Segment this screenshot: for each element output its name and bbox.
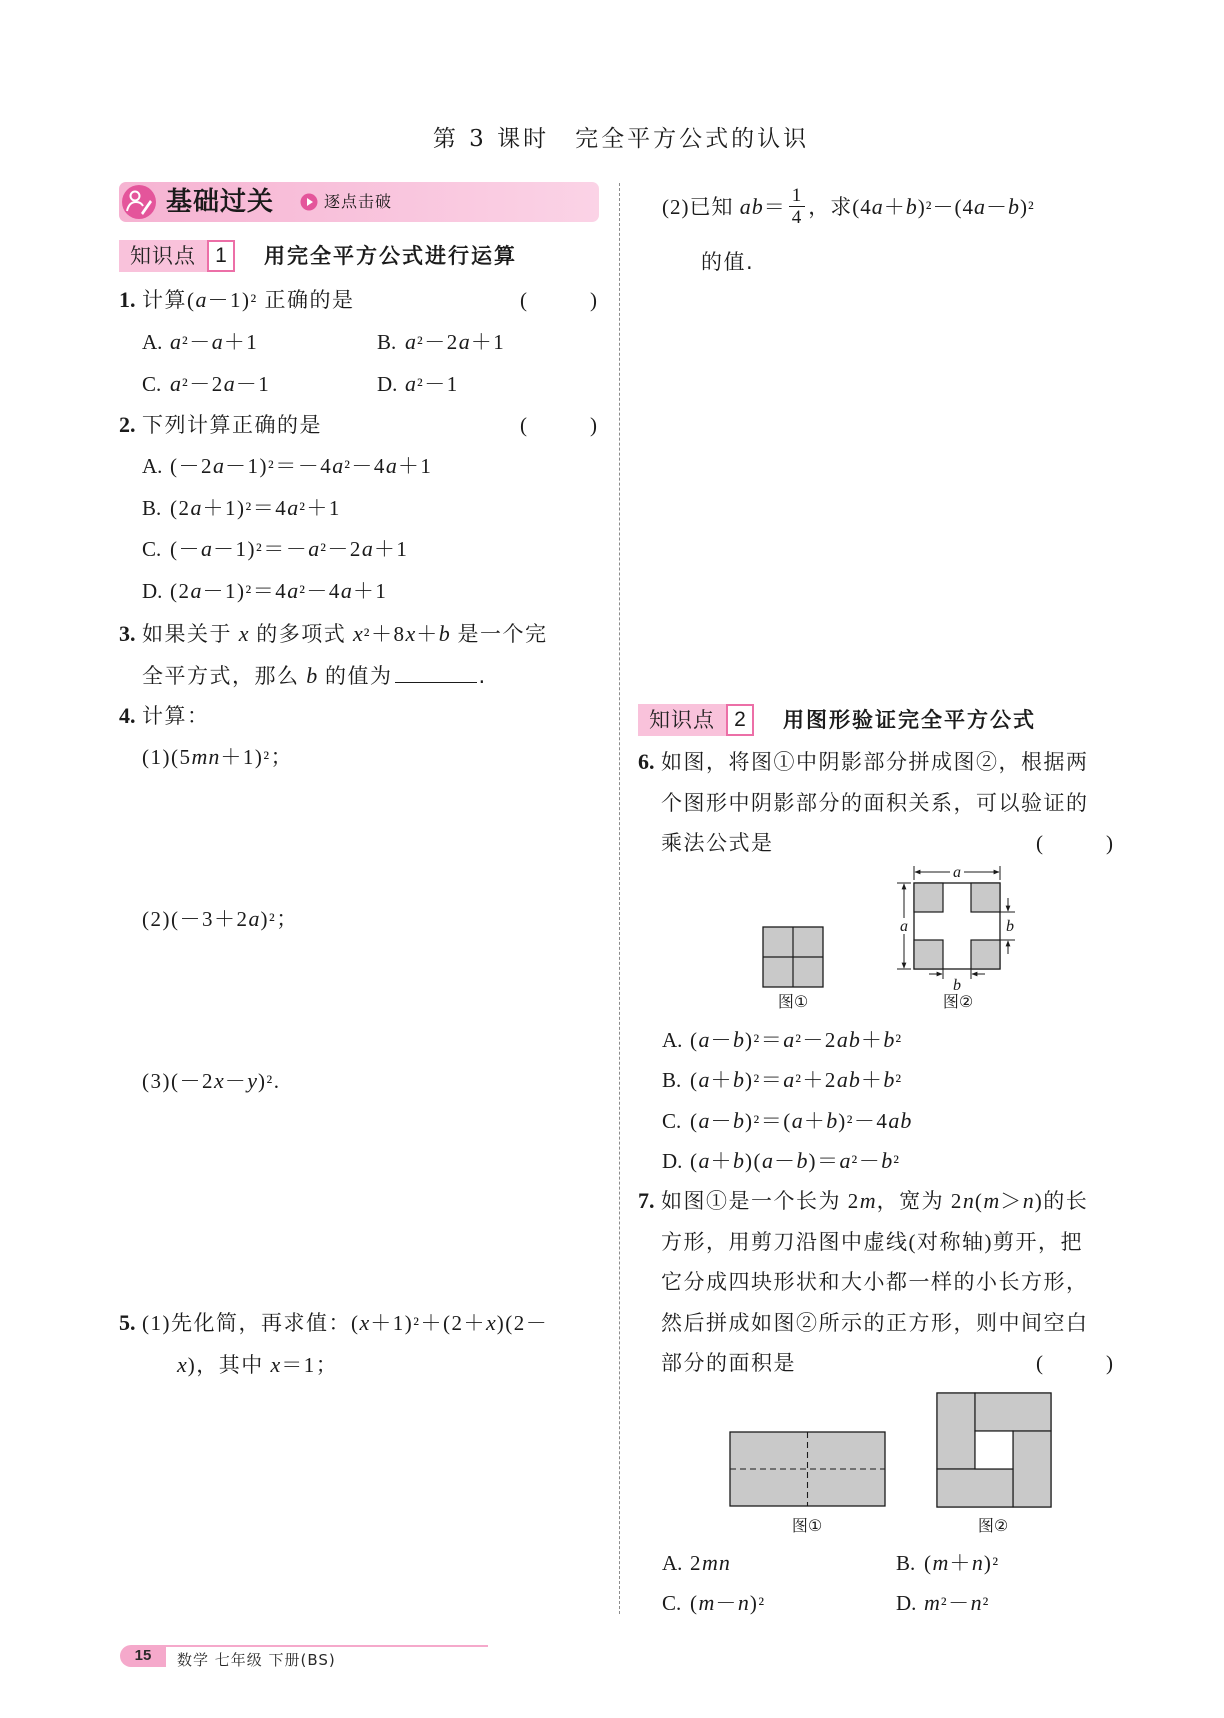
q7-line-4: 然后拼成如图②所示的正方形，则中间空白 xyxy=(661,1311,1089,1335)
q2-option-c xyxy=(142,535,408,565)
q2-number: 2. xyxy=(119,412,136,437)
fig2-label: 图② xyxy=(942,992,974,1011)
q5-text: (1)先化简，再求值：(x＋1)²＋(2＋x)(2－ xyxy=(142,1310,549,1335)
q2-stem: 下列计算正确的是 xyxy=(142,413,322,437)
option-label: D. xyxy=(377,372,398,396)
q6-line-2: 个图形中阴影部分的面积关系，可以验证的 xyxy=(661,791,1089,815)
q5-part2-text: ，求(4a＋b)²－(4a－b)² xyxy=(808,194,1035,219)
knowledge-point-2-title: 用图形验证完全平方公式 xyxy=(783,708,1036,732)
option-text: m²－n² xyxy=(924,1590,990,1615)
q6-option-a xyxy=(662,1026,903,1056)
footer-rule xyxy=(166,1645,488,1647)
q6-option-b xyxy=(662,1066,903,1096)
q5-part2-line-1 xyxy=(662,182,1035,230)
q5-number: 5. xyxy=(119,1310,136,1335)
q4-stem: 计算： xyxy=(142,704,210,728)
option-text: (m＋n)² xyxy=(924,1550,1000,1575)
dim-left-label: a xyxy=(900,918,908,935)
q7-line-5: 部分的面积是 xyxy=(661,1351,796,1375)
q4-part-1: (1)(5mn＋1)²； xyxy=(142,744,294,769)
dim-bottom-label: b xyxy=(953,977,961,994)
q4-number: 4. xyxy=(119,703,136,728)
q2-stem-line xyxy=(119,411,322,439)
option-label: C. xyxy=(142,372,162,396)
q7-option-d xyxy=(896,1589,990,1619)
q3-number: 3. xyxy=(119,621,136,646)
option-text: (a－b)²＝a²－2ab＋b² xyxy=(690,1027,903,1052)
option-text: (a－b)²＝(a＋b)²－4ab xyxy=(690,1108,913,1133)
option-text: (a＋b)(a－b)＝a²－b² xyxy=(690,1148,901,1173)
q1-option-a xyxy=(142,328,258,358)
q4-part-2: (2)(－3＋2a)²； xyxy=(142,906,299,931)
q7-answer-bracket: ( ) xyxy=(1036,1351,1113,1375)
q6-option-c xyxy=(662,1107,912,1137)
knowledge-point-1-badge xyxy=(119,240,235,272)
q3-text: 如果关于 x 的多项式 x²＋8x＋b 是一个完 xyxy=(142,621,548,646)
q6-answer-bracket: ( ) xyxy=(1036,831,1113,855)
fig2-label: 图② xyxy=(977,1516,1009,1535)
option-label: B. xyxy=(662,1068,682,1092)
q6-line-1 xyxy=(638,748,1089,776)
knowledge-point-number: 2 xyxy=(726,704,754,736)
option-text: 2mn xyxy=(690,1550,731,1575)
option-label: B. xyxy=(896,1551,916,1575)
banner-subtitle: 逐点击破 xyxy=(324,192,393,211)
q3-period: . xyxy=(478,664,487,688)
page-title: 第 3 课时 完全平方公式的认识 xyxy=(432,126,810,152)
option-label: D. xyxy=(662,1149,683,1173)
q2-option-a xyxy=(142,452,432,482)
q7-option-a xyxy=(662,1549,731,1577)
banner-title: 基础过关 xyxy=(166,187,275,217)
answer-blank[interactable] xyxy=(395,661,477,683)
dim-top-label: a xyxy=(953,864,961,881)
column-divider xyxy=(619,183,620,1614)
q2-option-b xyxy=(142,494,341,524)
q7-line-1 xyxy=(638,1187,1088,1215)
q7-text: 如图①是一个长为 2m，宽为 2n(m＞n)的长 xyxy=(661,1188,1089,1213)
q7-line-2: 方形，用剪刀沿图中虚线(对称轴)剪开，把 xyxy=(661,1230,1083,1254)
fig2-corner-square-tr xyxy=(971,883,1000,912)
q1-stem-line xyxy=(119,286,354,316)
option-label: A. xyxy=(142,454,163,478)
q6-line-3: 乘法公式是 xyxy=(661,831,774,855)
q7-line-3: 它分成四块形状和大小都一样的小长方形， xyxy=(661,1270,1089,1294)
footer-book-info: 数学 七年级 下册(BS) xyxy=(177,1651,336,1669)
page-number: 15 xyxy=(120,1645,166,1667)
option-label: C. xyxy=(662,1591,682,1615)
option-label: B. xyxy=(142,496,162,520)
section-banner xyxy=(119,182,599,222)
fig2-corner-square-br xyxy=(971,940,1000,969)
q1-option-b xyxy=(377,328,505,358)
option-label: B. xyxy=(377,330,397,354)
option-label: C. xyxy=(662,1109,682,1133)
dim-right-label: b xyxy=(1006,918,1014,935)
knowledge-point-label: 知识点 xyxy=(119,240,207,272)
q1-answer-bracket: ( ) xyxy=(520,288,597,312)
q6-text: 如图，将图①中阴影部分拼成图②，根据两 xyxy=(661,750,1089,774)
knowledge-point-1-title: 用完全平方公式进行运算 xyxy=(264,244,517,268)
option-text: a²－2a－1 xyxy=(170,371,271,396)
option-label: A. xyxy=(142,330,163,354)
q3-line-2 xyxy=(142,661,487,690)
q1-option-c xyxy=(142,370,270,400)
q7-number: 7. xyxy=(638,1188,655,1213)
fig2-corner-square-bl xyxy=(914,940,943,969)
fig2-rect-bottom-left xyxy=(937,1469,1013,1507)
option-label: A. xyxy=(662,1028,683,1052)
q3-line-1 xyxy=(119,620,548,650)
q3-text: 全平方式，那么 b 的值为 xyxy=(142,663,393,688)
option-text: (a＋b)²＝a²＋2ab＋b² xyxy=(690,1067,903,1092)
option-label: C. xyxy=(142,537,162,561)
q5-line-1 xyxy=(119,1309,548,1339)
q2-option-d xyxy=(142,577,387,607)
play-icon xyxy=(300,193,318,211)
q5-part2-line-2: 的值. xyxy=(701,250,755,274)
q6-option-d xyxy=(662,1147,900,1177)
option-text: (－a－1)²＝－a²－2a＋1 xyxy=(170,536,409,561)
q5-part2-text: (2)已知 ab＝ xyxy=(662,194,786,219)
fig2-rect-top-right xyxy=(975,1393,1051,1431)
option-label: A. xyxy=(662,1551,683,1575)
option-label: D. xyxy=(896,1591,917,1615)
q7-figures xyxy=(720,1385,1065,1545)
knowledge-point-2-badge xyxy=(638,704,754,736)
option-text: (2a＋1)²＝4a²＋1 xyxy=(170,495,341,520)
fig1-label: 图① xyxy=(791,1516,823,1535)
option-text: a²－2a＋1 xyxy=(405,329,506,354)
q5-line-2: x)，其中 x＝1； xyxy=(177,1352,339,1377)
option-text: (m－n)² xyxy=(690,1590,766,1615)
fraction-numerator: 1 xyxy=(789,185,806,207)
option-label: D. xyxy=(142,579,163,603)
fig2-rect-right-bottom xyxy=(1013,1431,1051,1507)
option-text: a²－1 xyxy=(405,371,459,396)
option-text: a²－a＋1 xyxy=(170,329,259,354)
q7-option-c xyxy=(662,1589,766,1619)
option-text: (－2a－1)²＝－4a²－4a＋1 xyxy=(170,453,433,478)
q2-answer-bracket: ( ) xyxy=(520,413,597,437)
q1-number: 1. xyxy=(119,287,136,312)
option-text: (2a－1)²＝4a²－4a＋1 xyxy=(170,578,388,603)
fig2-rect-left-top xyxy=(937,1393,975,1469)
q1-stem: 计算(a－1)² 正确的是 xyxy=(142,287,355,312)
knowledge-point-number: 1 xyxy=(207,240,235,272)
fig1-label: 图① xyxy=(777,992,809,1011)
fraction-denominator: 4 xyxy=(791,206,803,228)
q4-stem-line xyxy=(119,702,210,730)
fig2-corner-square-tl xyxy=(914,883,943,912)
q7-option-b xyxy=(896,1549,1000,1579)
q1-option-d xyxy=(377,370,459,400)
knowledge-point-label: 知识点 xyxy=(638,704,726,736)
q6-number: 6. xyxy=(638,749,655,774)
q4-part-3: (3)(－2x－y)². xyxy=(142,1068,281,1093)
q6-figures xyxy=(755,860,1025,1020)
pen-person-icon xyxy=(121,184,157,220)
fraction xyxy=(789,185,806,228)
fig2-center-blank xyxy=(975,1431,1013,1469)
